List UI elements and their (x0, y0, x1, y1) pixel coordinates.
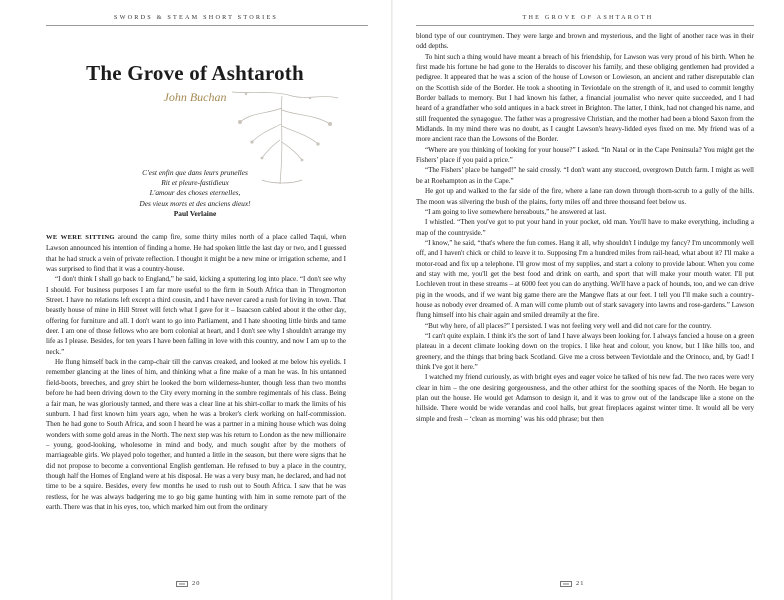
right-folio (560, 580, 584, 587)
right-body-text (416, 31, 754, 424)
left-header-rule (46, 25, 368, 26)
paragraph: blond type of our countrymen. They were large and brown and mysterious, and the light of another race was in their odd depths. (416, 32, 754, 51)
paragraph: “But why here, of all places?” I persisted. I was not feeling very well and did not care for the country. (425, 321, 712, 330)
folio-gear-icon (176, 581, 188, 587)
epigraph-line: Rit et pleure-fastidieux (161, 178, 229, 188)
paragraph: “I don't think I shall go back to England,” he said, kicking a sputtering log into place. “I don't see why I should. For business purposes I am far more useful to the firm in South Africa than in Throgmorton Street. I have no relations left except a third cousin, and I have never cared a rush for living in town. That beastly house of mine in Hill Street will fetch what I gave for it – Isaacson cabled about it the other day, offering for furniture and all. I don't want to go into Parliament, and I hate shooting little birds and tame deer. I am one of those fellows who are born colonial at heart, and I don't see why I shouldn't arrange my life as I please. Besides, for ten years I have been falling in love with this country, and now I am up to the neck.” (46, 275, 346, 356)
paragraph: “Where are you thinking of looking for your house?” I asked. “In Natal or in the Cape Peninsula? You might get the Fishers’ place if you paid a price.” (416, 145, 754, 165)
paragraph: “The Fishers’ place be hanged!” he said crossly. “I don't want any stuccoed, overgrown Dutch farm. I might as well be at Roehampton as in the Cape.” (416, 166, 754, 185)
opening-words: WE WERE SITTING (46, 234, 115, 241)
right-page (392, 0, 784, 600)
page-number: 21 (576, 580, 585, 587)
left-running-head: SWORDS & STEAM SHORT STORIES (113, 14, 279, 21)
epigraph (60, 168, 330, 219)
paragraph-text: around the camp fire, some thirty miles north of a place called Taqui, when Lawson announced his intention of finding a home. He had spoken little the last day or two, and I guessed that he had struck a vein of private reflection. I thought it might be a new mine or irrigation scheme, and I was surprised to find that it was a country-house. (46, 233, 346, 274)
epigraph-line: L'amour des choses eternelles, (149, 188, 241, 198)
right-running-head: THE GROVE OF ASHTAROTH (522, 14, 654, 21)
epigraph-attribution: Paul Verlaine (173, 208, 217, 218)
epigraph-line: Des vieux morts et des anciens dieux! (139, 198, 251, 208)
folio-gear-icon (560, 581, 572, 587)
paragraph: “I am going to live somewhere hereabouts,” he answered at last. (425, 207, 607, 216)
left-body-text (46, 232, 346, 512)
story-author: John Buchan (163, 90, 227, 104)
paragraph: “I can't quite explain. I think it's the sort of land I have always been looking for. I always fancied a house on a green plateau in a decent climate looking down on the tropics. I like heat and colour, you know, but I like hills too, and greenery, and the things that bring back Scotland. Give me a cross between Teviotdale and the Orinoco, and, by Gad! I think I've got it here.” (416, 331, 754, 371)
page-number: 20 (192, 580, 201, 587)
paragraph: He flung himself back in the camp-chair till the canvas creaked, and looked at me below his eyelids. I remember glancing at the lines of him, and thinking what a fine make of a man he was. In his untanned field-boots, breeches, and grey shirt he looked the born wilderness-hunter, though less than two months before he had been driving down to the City every morning in the sombre regimentals of his class. Being a fair man, he was gloriously tanned, and there was a clear line at his shirt-collar to mark the limits of his sunburn. I had first known him years ago, when he was a broker's clerk working on half-commission. Then he had gone to South Africa, and soon I heard he was a partner in a mining house which was doing wonders with some gold areas in the North. The next step was his return to London as the new millionaire – young, good-looking, wholesome in mind and body, and much sought after by the mothers of marriageable girls. We played polo together, and hunted a little in the season, but there were signs that he did not propose to become a conventional English gentleman. He refused to buy a place in the country, though half the Homes of England were at his disposal. He was a very busy man, he declared, and had not time to be a squire. Besides, every few months he used to rush out to South Africa. I saw that he was restless, for he was always badgering me to go big game hunting with him in some remote part of the earth. There was that in his eyes, too, which marked him out from the ordinary (46, 358, 346, 511)
epigraph-line: C'est enfin que dans leurs prunelles (142, 168, 248, 177)
paragraph: I watched my friend curiously, as with bright eyes and eager voice he talked of his new fad. The two races were very clear in him – the one desiring gorgeousness, and the other athirst for the soothing spaces of the North. He began to plan out the house. He would get Adamson to design it, and it was to grow out of the landscape like a stone on the hillside. There would be wide verandas and cool halls, but great fireplaces against winter time. It would all be very simple and fresh – ‘clean as morning’ was his odd phrase; but then (416, 373, 754, 423)
story-title: The Grove of Ashtaroth (86, 61, 304, 85)
paragraph: I whistled. “Then you've got to put your hand in your pocket, old man. You'll have to make everything, including a map of the countryside.” (416, 218, 754, 237)
left-folio (176, 580, 200, 587)
right-header-rule (416, 25, 754, 26)
paragraph: “I know,” he said, “that's where the fun comes. Hang it all, why shouldn't I indulge my fancy? I'm uncommonly well off, and I haven't chick or child to leave it to. Supposing I'm a hundred miles from rail-head, what about it? I'll make a motor-road and fix up a telephone. I'll grow most of my supplies, and start a colony to provide labour. When you come and stay with me, you'll get the best food and drink on earth, and sport that will make your mouth water. I'll put Lochleven trout in these streams – at 6000 feet you can do anything. We'll have a pack of hounds, too, and we can drive pig in the woods, and if we want big game there are the Mangwe flats at our feet. I tell you I'll make such a country-house as nobody ever dreamed of. A man will come plumb out of stark savagery into lawns and rose-gardens.” Lawson flung himself into his chair again and smiled dreamily at the fire. (416, 238, 754, 320)
paragraph (46, 232, 346, 274)
paragraph: He got up and walked to the far side of the fire, where a lane ran down through thorn-scrub to a gully of the hills. The moon was silvering the bush of the plains, forty miles off and three thousand feet below us. (416, 187, 754, 206)
paragraph: To hint such a thing would have meant a breach of his friendship, for Lawson was very proud of his birth. When he first made his fortune he had gone to the Heralds to discover his family, and these obliging gentlemen had provided a pedigree. It appeared that he was a scion of the house of Lowson or Lowieson, an ancient and rather disreputable clan on the Scottish side of the Border. He took a shooting in Teviotdale on the strength of it, and used to commit lengthy Border ballads to memory. But I had known his father, a financial journalist who never quite succeeded, and I had heard of a grandfather who sold antiques in a back street in Brighton. The latter, I think, had not changed his name, and still frequented the synagogue. The father was a progressive Christian, and the mother had been a blond Saxon from the Midlands. In my mind there was no doubt, as I caught Lawson's heavy-lidded eyes fixed on me. My friend was of a more ancient race than the Lowsons of the Border. (416, 52, 754, 144)
